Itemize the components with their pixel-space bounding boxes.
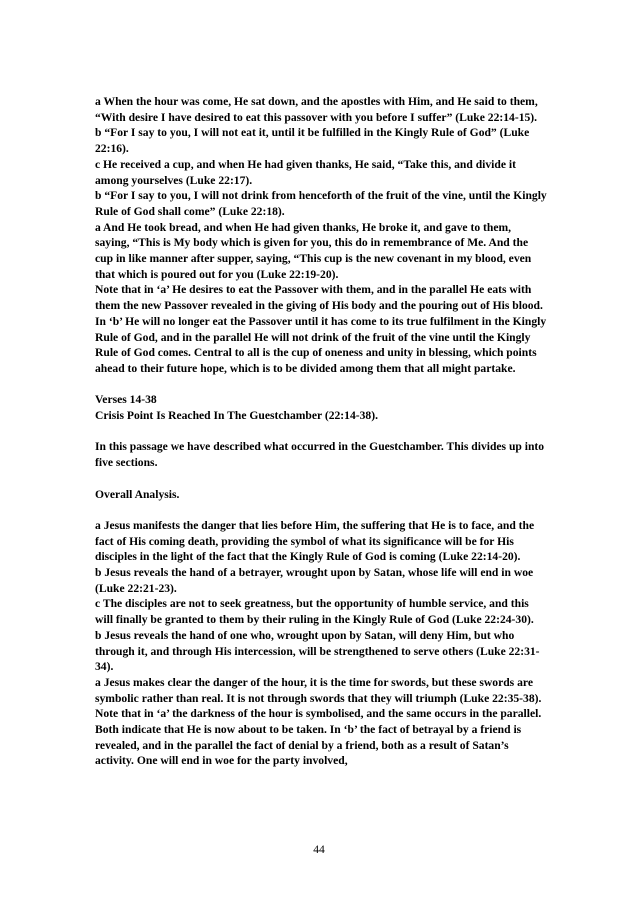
chiasm-line-a-parallel: a And He took bread, and when He had given thanks, He broke it, and gave to them, saying, “This is My body which is given for you, this do in remembrance of Me. And the cup in like manner after supper, saying, “This cup is the new covenant in my blood, even that which is poured out for you (Luke 22:19-20).	[95, 220, 532, 281]
chiasm-line-b-parallel: b “For I say to you, I will not drink from henceforth of the fruit of the vine, until the Kingly Rule of God shall come” (Luke 22:18).	[95, 189, 547, 218]
analysis-note: Note that in ‘a’ the darkness of the hour is symbolised, and the same occurs in the parallel. Both indicate that He is now about to be taken. In ‘b’ the fact of betrayal by a friend is revealed, and in the parallel the fact of denial by a friend, both as a result of Satan’s activity. One will end in woe for the party involved,	[95, 707, 542, 768]
page-content	[95, 94, 547, 785]
section-header	[95, 392, 547, 423]
intro-paragraph: In this passage we have described what occurred in the Guestchamber. This divides up into five sections.	[95, 440, 545, 470]
chiasm-line-b: b “For I say to you, I will not eat it, until it be fulfilled in the Kingly Rule of God” (Luke 22:16).	[95, 126, 530, 156]
section-title: Crisis Point Is Reached In The Guestchamber (22:14-38).	[95, 409, 378, 423]
section-verses: Verses 14-38	[95, 393, 157, 407]
analysis-line-c: c The disciples are not to seek greatness, but the opportunity of humble service, and this will finally be granted to them by their ruling in the Kingly Rule of God (Luke 22:24-30).	[95, 597, 534, 627]
analysis-block	[95, 518, 547, 769]
analysis-line-b: b Jesus reveals the hand of a betrayer, wrought upon by Satan, whose life will end in woe (Luke 22:21-23).	[95, 566, 534, 595]
analysis-heading: Overall Analysis.	[95, 487, 180, 501]
analysis-line-b-parallel: b Jesus reveals the hand of one who, wrought upon by Satan, will deny Him, but who through it, and through His intercession, will be strengthened to serve others (Luke 22:31-34).	[95, 628, 540, 674]
analysis-heading-block	[95, 487, 547, 503]
chiasm-block-luke-22-14-20	[95, 94, 547, 377]
chiasm-note: Note that in ‘a’ He desires to eat the Passover with them, and in the parallel He eats with them the new Passover revealed in the giving of His body and the pouring out of His blood. In ‘b’ He will no longer eat the Passover until it has come to its true fulfilment in the Kingly Rule of God, and in the parallel He will not drink of the fruit of the vine until the Kingly Rule of God comes. Central to all is the cup of oneness and unity in blessing, which points ahead to their future hope, which is to be divided among them that all might partake.	[95, 283, 547, 375]
intro-block	[95, 439, 547, 470]
analysis-line-a-parallel: a Jesus makes clear the danger of the hour, it is the time for swords, but these swords are symbolic rather than real. It is not through swords that they will triumph (Luke 22:35-38).	[95, 675, 542, 705]
chiasm-line-c: c He received a cup, and when He had given thanks, He said, “Take this, and divide it among yourselves (Luke 22:17).	[95, 157, 516, 187]
chiasm-line-a: a When the hour was come, He sat down, and the apostles with Him, and He said to them, “With desire I have desired to eat this passover with you before I suffer” (Luke 22:14-15).	[95, 95, 538, 124]
analysis-line-a: a Jesus manifests the danger that lies before Him, the suffering that He is to face, and the fact of His coming death, providing the symbol of what its significance will be for His disciples in the light of the fact that the Kingly Rule of God is coming (Luke 22:14-20).	[95, 518, 535, 564]
page-number: 44	[313, 843, 325, 856]
